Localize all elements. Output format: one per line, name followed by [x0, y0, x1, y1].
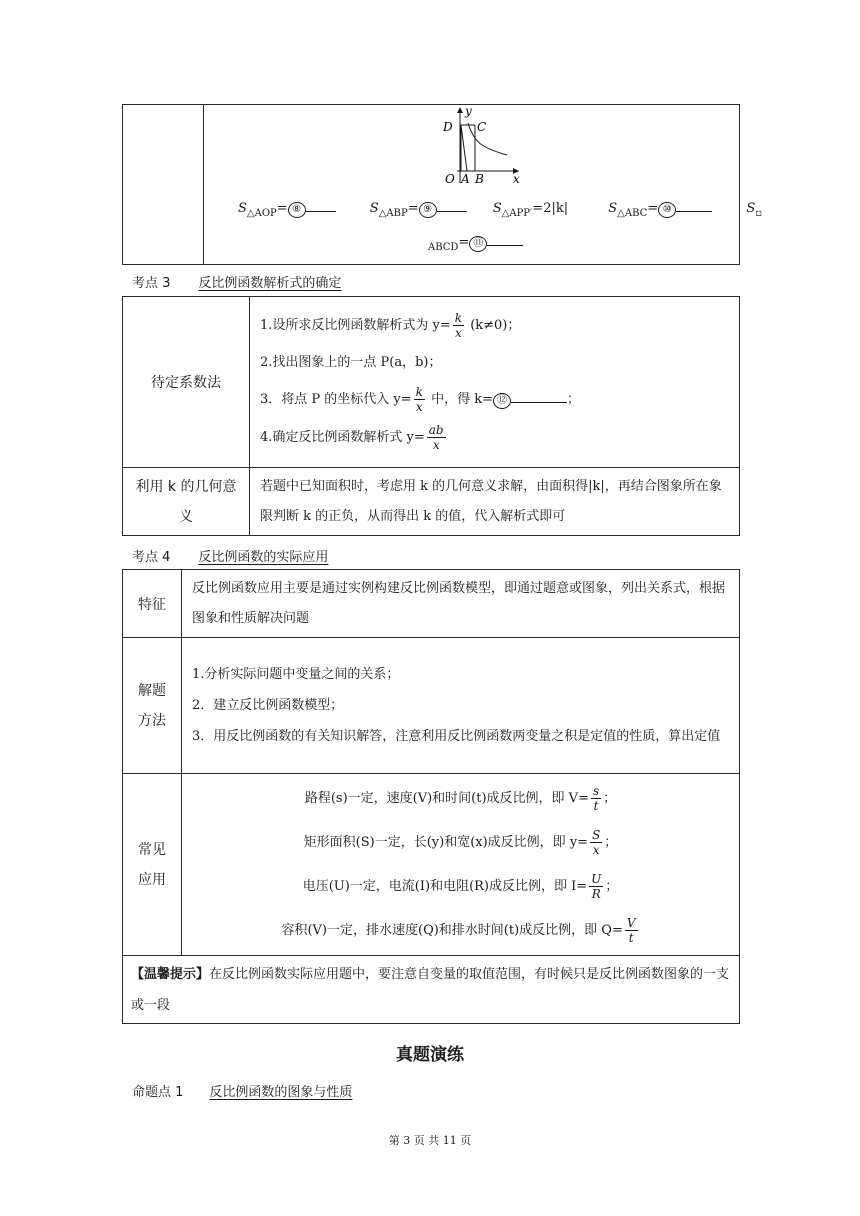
common-label-cell: 常见 应用	[123, 774, 182, 956]
graph-label-d: D	[443, 120, 453, 134]
blank-number-12: ⑫	[493, 393, 511, 409]
section4-title: 反比例函数的实际应用	[198, 550, 329, 565]
tip-label: 【温馨提示】	[131, 966, 210, 982]
blank-number-8: ⑧	[288, 202, 306, 218]
method-label-cell-2: 解题 方法	[123, 638, 182, 774]
feature-label-cell: 特征	[123, 570, 182, 638]
section3-table	[122, 296, 740, 536]
method-1: 1.分析实际问题中变量之间的关系；	[192, 667, 400, 682]
app-1: 路程(s)一定，速度(V)和时间(t)成反比例，即 V= $\frac{s}{t}$ ；	[304, 783, 617, 813]
area-formula-line-2: $_{ABCD}$= ⑪	[428, 235, 523, 253]
area-table-left-cell	[123, 105, 204, 265]
method-2: 2．建立反比例函数模型；	[192, 698, 344, 713]
page-footer: 第 3 页 共 11 页	[388, 1134, 472, 1147]
graph-label-c: C	[477, 120, 487, 134]
step-3: 3．将点 P 的坐标代入 y= $\frac{k}{x}$ 中，得 k= ⑫ ；	[260, 385, 580, 414]
feature-text-cell: 反比例函数应用主要是通过实例构建反比例函数模型，即通过题意或图象，列出关系式，根据图象和性质解决问题	[182, 570, 740, 638]
section4-heading	[132, 546, 328, 565]
app-2: 矩形面积(S)一定，长(y)和宽(x)成反比例，即 y= $\frac{S}{x}$ ；	[303, 827, 618, 857]
practice-point-label: 命题点 1	[132, 1085, 184, 1100]
method-3: 3．用反比例函数的有关知识解答，注意利用反比例函数两变量之积是定值的性质，算出定值	[192, 729, 721, 744]
tip-text: 在反比例函数实际应用题中，要注意自变量的取值范围，有时候只是反比例函数图象的一支或一段	[131, 966, 730, 1013]
tip-cell	[123, 956, 740, 1024]
method-label-cell: 待定系数法	[123, 297, 250, 468]
practice-heading: 真题演练	[396, 1045, 464, 1065]
section3-label: 考点 3	[132, 276, 171, 291]
graph-label-o: O	[445, 172, 455, 185]
method-steps-cell	[250, 297, 740, 468]
common-apps-cell	[182, 774, 740, 956]
blank-number-9: ⑨	[419, 202, 437, 218]
practice-point-heading	[132, 1081, 352, 1100]
app-3: 电压(U)一定，电流(I)和电阻(R)成反比例，即 I= $\frac{U}{R}$ ；	[302, 871, 619, 901]
blank-number-10: ⑩	[658, 202, 676, 218]
section4-table	[122, 569, 740, 1024]
geometry-text-cell: 若题中已知面积时，考虑用 k 的几何意义求解，由面积得|k|，再结合图象所在象限判断 k 的正负，从而得出 k 的值，代入解析式即可	[250, 468, 740, 536]
step-2: 2.找出图象上的一点 P(a，b)；	[260, 355, 442, 370]
practice-point-title: 反比例函数的图象与性质	[209, 1085, 353, 1100]
app-4: 容积(V)一定，排水速度(Q)和排水时间(t)成反比例，即 Q= $\frac{V}{t}$	[281, 915, 636, 945]
section3-title: 反比例函数解析式的确定	[198, 276, 342, 291]
graph-label-a: A	[461, 172, 470, 185]
area-table-right-cell	[204, 105, 762, 265]
graph-label-b: B	[475, 172, 484, 185]
step-4: 4.确定反比例函数解析式 y= $\frac{ab}{x}$	[260, 423, 444, 452]
section4-label: 考点 4	[132, 550, 171, 565]
area-formula-line: $S_{\triangle AOP}=$ ⑧ $S_{\triangle ABP}=$ ⑨ $S_{\triangle APP'}=2|k|$ $S_{\triangle ABC}=$ ⑩ $S_▫$	[238, 201, 762, 219]
step-1: 1.设所求反比例函数解析式为 y= $\frac{k}{x}$ (k≠0)；	[260, 311, 521, 340]
method-text-cell	[182, 638, 740, 774]
section3-heading	[132, 272, 341, 291]
blank-number-11: ⑪	[469, 236, 487, 252]
graph-label-x: x	[513, 172, 520, 185]
inverse-function-graph	[427, 105, 527, 185]
geometry-label-cell: 利用 k 的几何意义	[123, 468, 250, 536]
area-table	[122, 104, 762, 265]
graph-label-y: y	[465, 105, 472, 118]
